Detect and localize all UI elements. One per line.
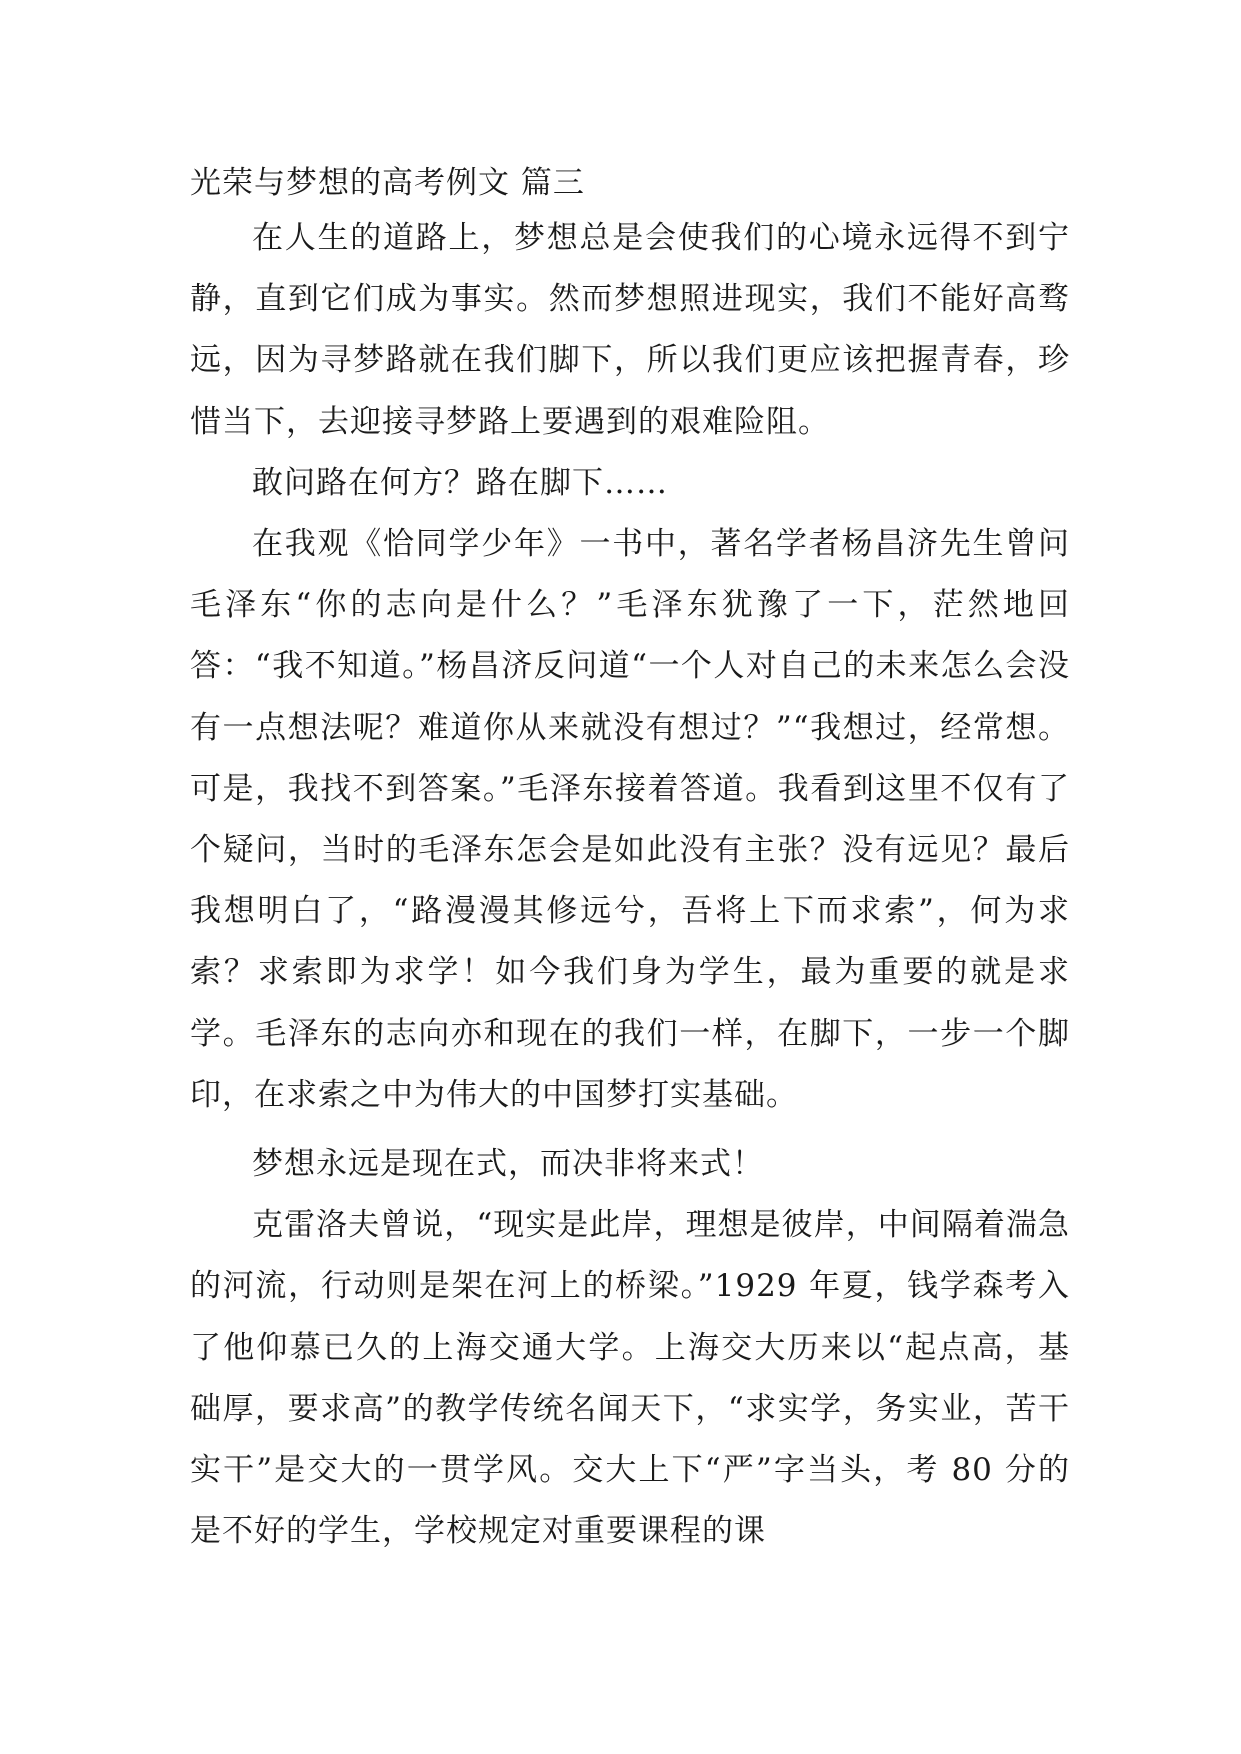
document-title: 光荣与梦想的高考例文 篇三 [190,165,585,201]
paragraph-question: 敢问路在何方？路在脚下…… [252,464,668,501]
paragraph-mao-zedong: 在我观《恰同学少年》一书中，著名学者杨昌济先生曾问毛泽东“你的志向是什么？”毛泽东犹豫了一下，茫然地回答：“我不知道。”杨昌济反问道“一个人对自己的未来怎么会没有一点想法呢？难道你从来就没有想过？”“我想过，经常想。可是，我找不到答案。”毛泽东接着答道。我看到这里不仅有了个疑问，当时的毛泽东怎会是如此没有主张？没有远见？最后我想明白了，“路漫漫其修远兮，吾将上下而求索”，何为求索？求索即为求学！如今我们身为学生，最为重要的就是求学。毛泽东的志向亦和现在的我们一样，在脚下，一步一个脚印，在求索之中为伟大的中国梦打实基础。 [190,526,1070,1113]
paragraph-intro: 在人生的道路上，梦想总是会使我们的心境永远得不到宁静，直到它们成为事实。然而梦想照进现实，我们不能好高骛远，因为寻梦路就在我们脚下，所以我们更应该把握青春，珍惜当下，去迎接寻梦路上要遇到的艰难险阻。 [190,220,1070,440]
paragraph-qian-xuesen: 克雷洛夫曾说，“现实是此岸，理想是彼岸，中间隔着湍急的河流，行动则是架在河上的桥梁。”1929 年夏，钱学森考入了他仰慕已久的上海交通大学。上海交大历来以“起点高，基础厚，要求高”的教学传统名闻天下，“求实学，务实业，苦干实干”是交大的一贯学风。交大上下“严”字当头，考 80 分的是不好的学生，学校规定对重要课程的课 [190,1207,1070,1550]
document-body [190,158,1070,1562]
paragraph-present-tense: 梦想永远是现在式，而决非将来式！ [252,1146,764,1183]
